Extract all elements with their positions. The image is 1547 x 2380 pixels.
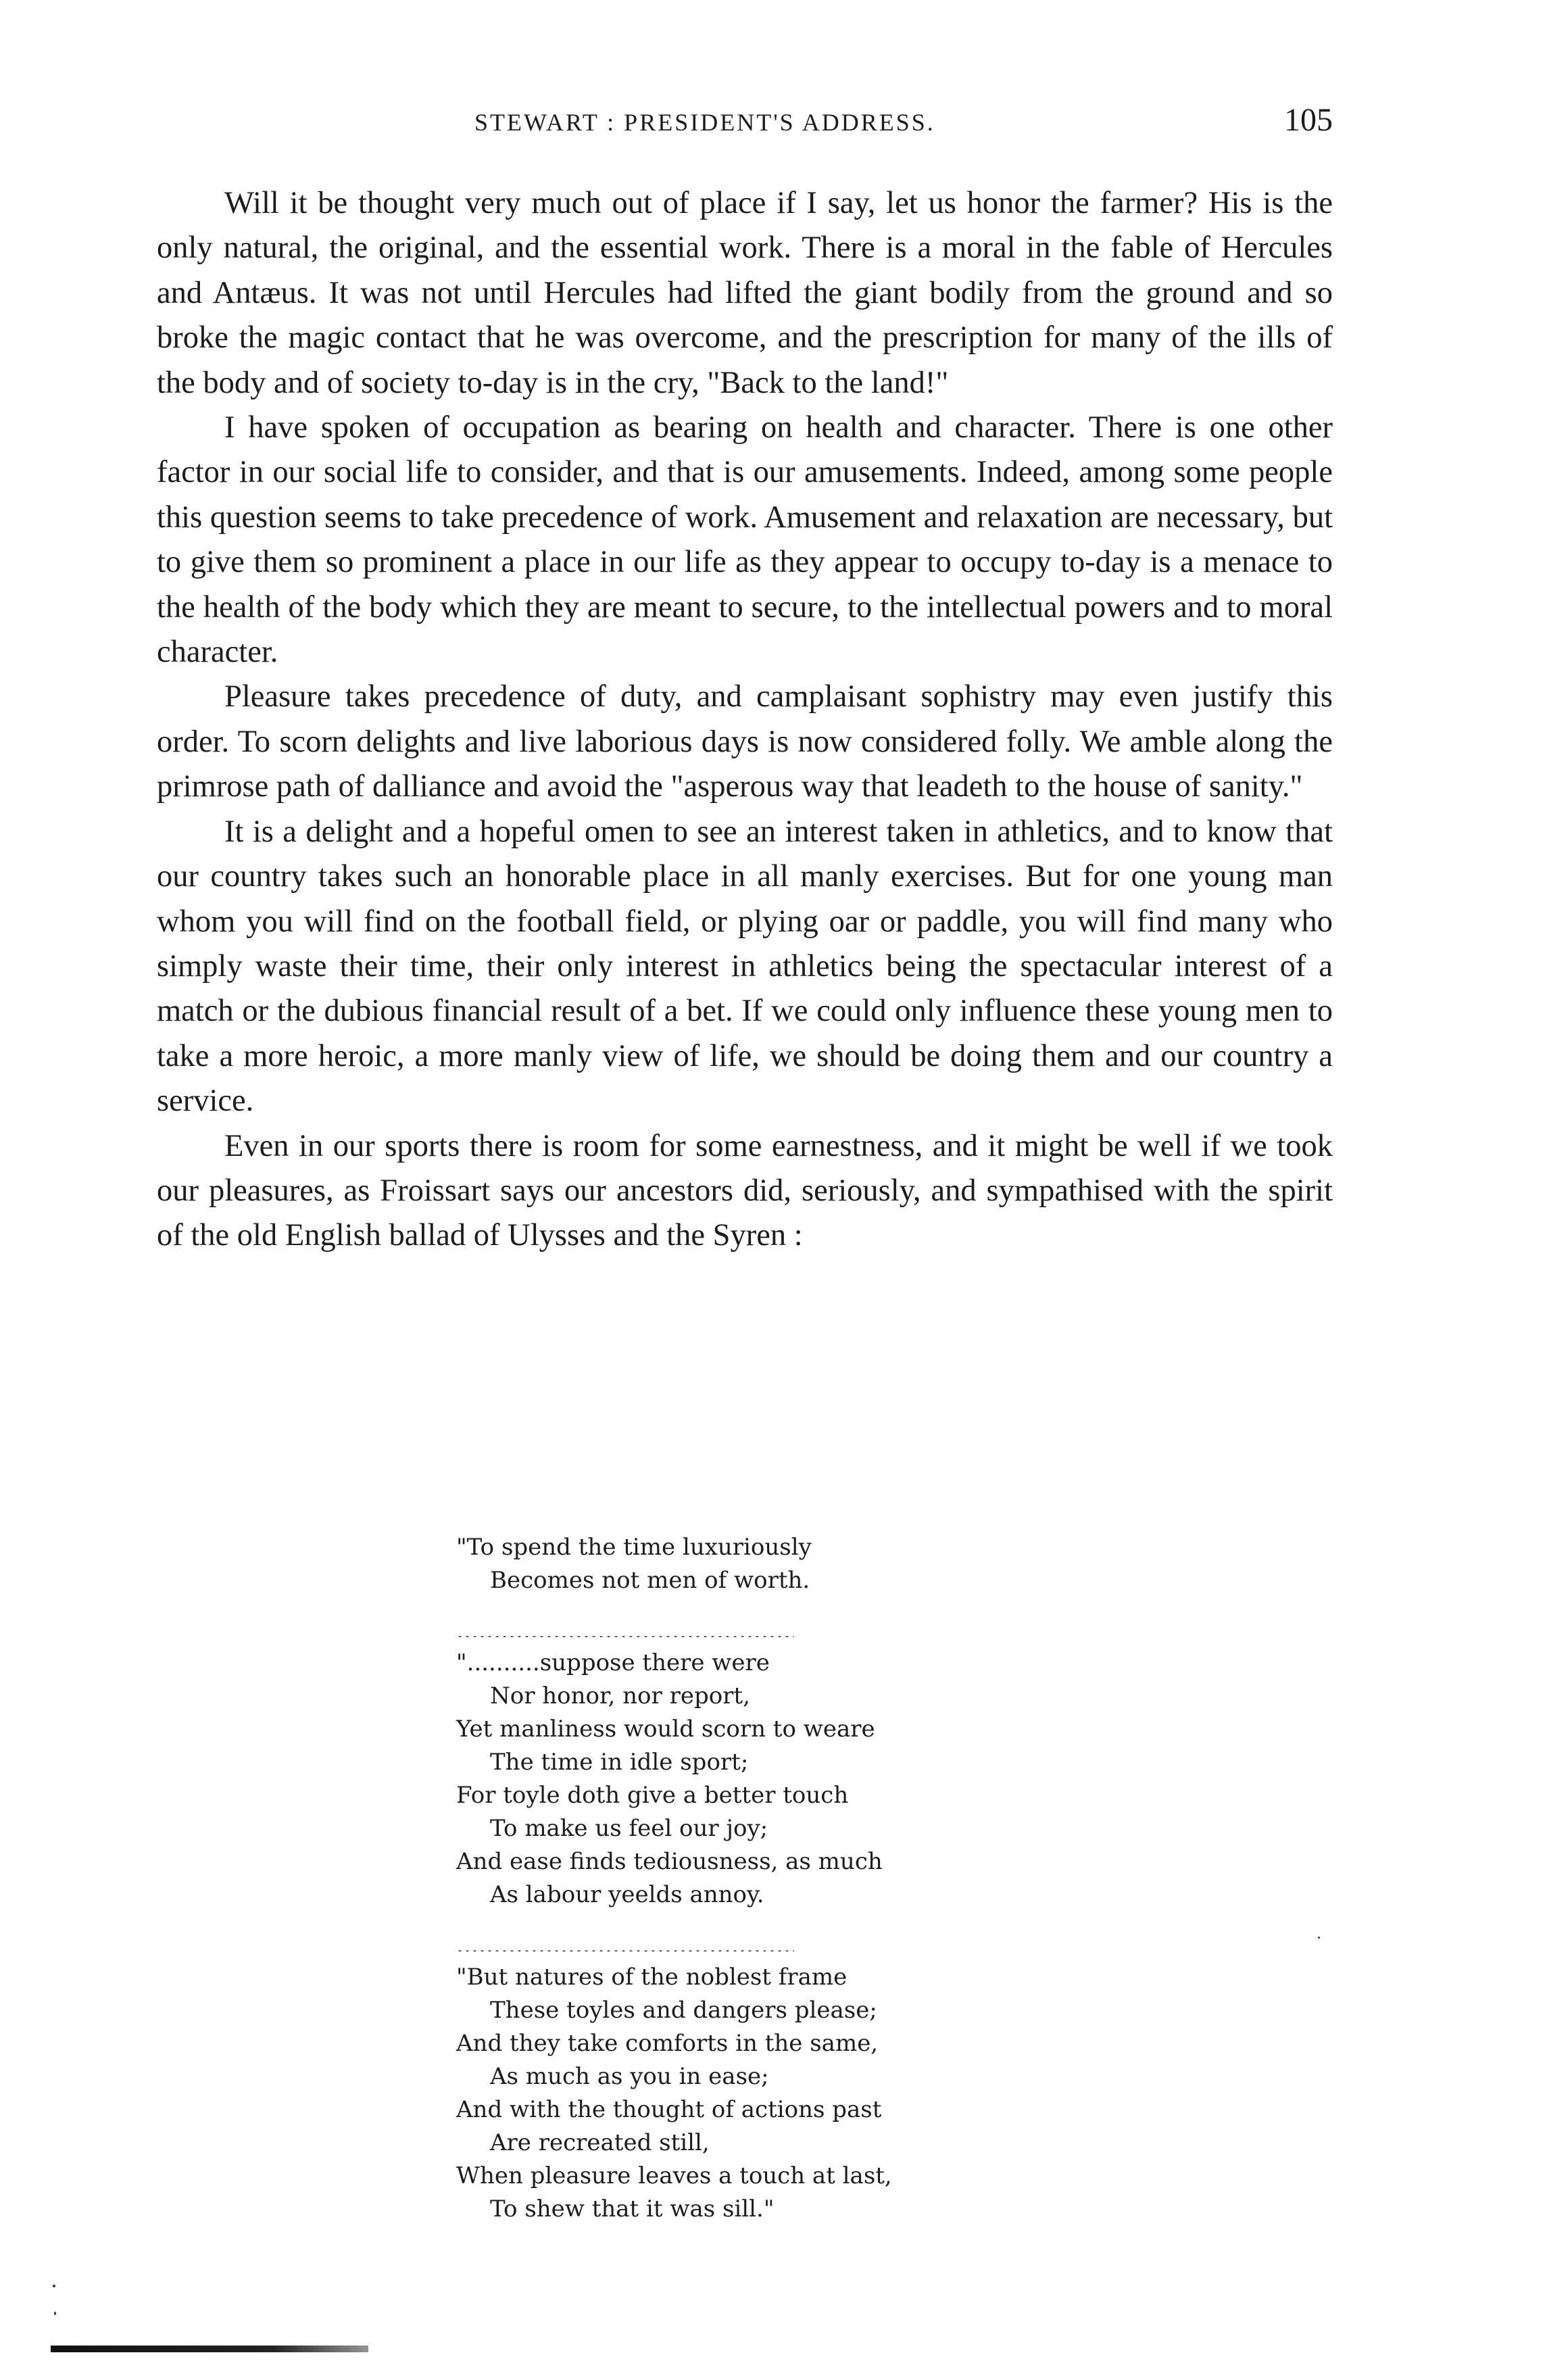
- poem-line: Nor honor, nor report,: [490, 1682, 750, 1709]
- ballad-quotation: [456, 1531, 1132, 2226]
- running-head: [157, 101, 1333, 149]
- poem-line: And with the thought of actions past: [456, 2096, 882, 2123]
- poem-line: The time in idle sport;: [490, 1749, 749, 1776]
- poem-line: Yet manliness would scorn to weare: [456, 1716, 875, 1743]
- poem-line: When pleasure leaves a touch at last,: [456, 2162, 892, 2189]
- scan-speck: [54, 2312, 56, 2315]
- running-title: STEWART : PRESIDENT'S ADDRESS.: [474, 109, 935, 136]
- poem-line: As much as you in ease;: [490, 2063, 769, 2090]
- poem-line: To make us feel our joy;: [490, 1815, 768, 1842]
- paragraph-honor-the-farmer: Will it be thought very much out of place if I say, let us honor the farmer? His is the only natural, the original, and the essential work. There is a moral in the fable of Hercules and Antæus. It was not until Hercules had lifted the giant bodily from the ground and so broke the magic contact that he was overcome, and the prescription for many of the ills of the body and of society to-day is in the cry, "Back to the land!": [157, 186, 1333, 400]
- poem-line: Are recreated still,: [490, 2129, 710, 2156]
- scan-speck: [1318, 1937, 1320, 1939]
- poem-stanza: [456, 1531, 1132, 1597]
- poem-line: "..........suppose there were: [456, 1649, 770, 1676]
- poem-line: And they take comforts in the same,: [456, 2030, 879, 2057]
- ellipsis-separator: [456, 1604, 794, 1637]
- body-text: [157, 181, 1333, 1259]
- paragraph-pleasure-duty: Pleasure takes precedence of duty, and camplaisant sophistry may even justify this order. To scorn delights and live laborious days is now considered folly. We amble along the primrose path of dalliance and avoid the "asperous way that leadeth to the house of sanity.": [157, 679, 1333, 804]
- poem-line: To shew that it was sill.": [490, 2195, 775, 2223]
- poem-line: And ease finds tediousness, as much: [456, 1848, 883, 1875]
- scan-speck: [53, 2285, 55, 2287]
- poem-line: For toyle doth give a better touch: [456, 1782, 849, 1809]
- paragraph-amusements: I have spoken of occupation as bearing on health and character. There is one other factor in our social life to consider, and that is our amusements. Indeed, among some people this question seems to take precedence of work. Amusement and relaxation are necessary, but to give them so prominent a place in our life as they appear to occupy to-day is a menace to the health of the body which they are meant to secure, to the intellectual powers and to moral character.: [157, 410, 1333, 670]
- scan-edge-mark: [51, 2346, 368, 2352]
- poem-line: As labour yeelds annoy.: [490, 1881, 764, 1908]
- ellipsis-separator: [456, 1918, 794, 1951]
- paragraph-athletics: It is a delight and a hopeful omen to see an interest taken in athletics, and to know that our country takes such an honorable place in all manly exercises. But for one young man whom you will find on the football field, or plying oar or paddle, you will find many who simply waste their time, their only interest in athletics being the spectacular interest of a match or the dubious financial result of a bet. If we could only influence these young men to take a more heroic, a more manly view of life, we should be doing them and our country a service.: [157, 814, 1333, 1119]
- poem-line: "To spend the time luxuriously: [456, 1534, 812, 1561]
- page-number: 105: [1284, 102, 1333, 138]
- poem-line: These toyles and dangers please;: [490, 1997, 877, 2024]
- paragraph-earnestness: Even in our sports there is room for some earnestness, and it might be well if we took our pleasures, as Froissart says our ancestors did, seriously, and sympathised with the spirit of the old English ballad of Ulysses and the Syren :: [157, 1128, 1333, 1253]
- poem-stanza: [456, 1961, 1132, 2226]
- poem-line: Becomes not men of worth.: [490, 1567, 810, 1594]
- poem-stanza: [456, 1647, 1132, 1912]
- poem-line: "But natures of the noblest frame: [456, 1964, 848, 1991]
